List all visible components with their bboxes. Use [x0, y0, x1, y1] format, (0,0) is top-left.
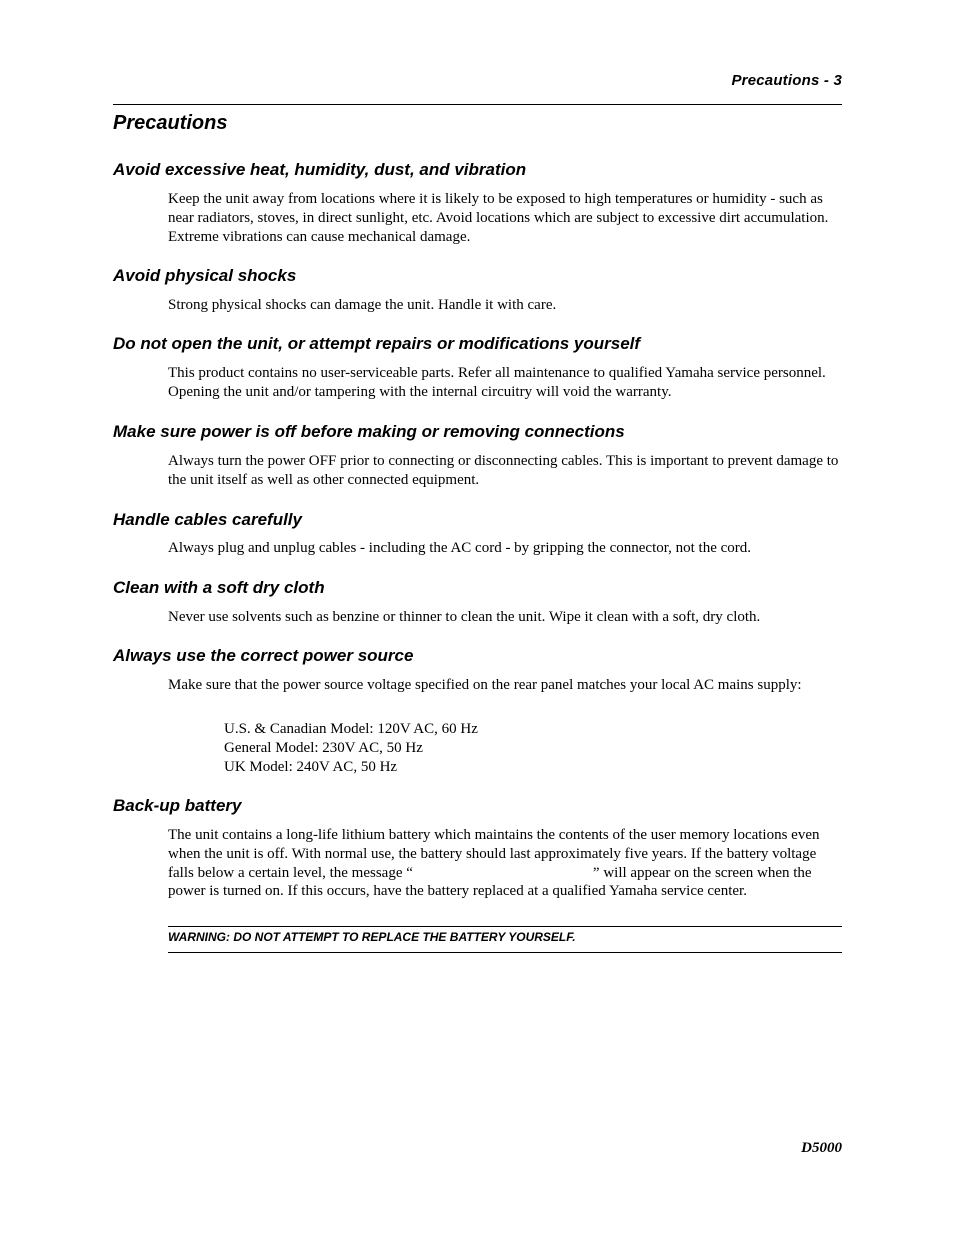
- section-heading-power-off: Make sure power is off before making or removing connections: [113, 422, 625, 441]
- section-text-power-off: Always turn the power OFF prior to connecting or disconnecting cables. This is important to prevent damage to the unit itself as well as other connected equipment.: [168, 453, 839, 488]
- page-header-label: Precautions - 3: [731, 72, 842, 89]
- section-text-cables: Always plug and unplug cables - including the AC cord - by gripping the connector, not the cord.: [168, 540, 752, 556]
- section-heading-repairs: Do not open the unit, or attempt repairs or modifications yourself: [113, 334, 641, 353]
- section-text-power-source: Make sure that the power source voltage specified on the rear panel matches your local AC mains supply:: [168, 677, 802, 693]
- section-heading-shocks: Avoid physical shocks: [113, 266, 297, 285]
- section-text-cleaning: Never use solvents such as benzine or thinner to clean the unit. Wipe it clean with a soft, dry cloth.: [168, 609, 761, 625]
- power-spec-item: UK Model: 240V AC, 50 Hz: [224, 758, 398, 775]
- footer-model: D5000: [801, 1140, 842, 1156]
- power-spec-item: U.S. & Canadian Model: 120V AC, 60 Hz: [224, 721, 478, 737]
- battery-text-after: ” will appear on the screen when the power is turned on. If this occurs, have the battery replaced at a qualified Yamaha service center.: [168, 864, 812, 900]
- section-heading-battery: Back-up battery: [113, 796, 242, 815]
- section-heading-heat: Avoid excessive heat, humidity, dust, and vibration: [113, 160, 527, 179]
- power-spec-list: [224, 720, 478, 776]
- warning-bottom-rule: [168, 952, 842, 953]
- header-divider: [113, 104, 842, 105]
- section-text-battery: [168, 826, 844, 901]
- warning-top-rule: [168, 926, 842, 927]
- section-heading-cables: Handle cables carefully: [113, 510, 302, 529]
- page-title: Precautions: [113, 112, 228, 134]
- power-spec-item: General Model: 230V AC, 50 Hz: [224, 739, 423, 756]
- section-text-repairs: This product contains no user-serviceable parts. Refer all maintenance to qualified Yamaha service personnel. Opening the unit and/or tampering with the internal circuitry will void the warranty.: [168, 365, 826, 400]
- section-text-heat: Keep the unit away from locations where it is likely to be exposed to high temperatures or humidity - such as near radiators, stoves, in direct sunlight, etc. Avoid locations which are subject to excessive dirt accumulation. Extreme vibrations can cause mechanical damage.: [168, 191, 829, 245]
- section-heading-cleaning: Clean with a soft dry cloth: [113, 578, 325, 597]
- section-heading-power-source: Always use the correct power source: [113, 646, 414, 665]
- warning-text: WARNING: DO NOT ATTEMPT TO REPLACE THE BATTERY YOURSELF.: [168, 930, 576, 944]
- section-text-shocks: Strong physical shocks can damage the unit. Handle it with care.: [168, 297, 557, 313]
- battery-text-before: The unit contains a long-life lithium battery which maintains the contents of the user memory locations even when the unit is off. With normal use, the battery should last approximately five years. If the battery voltage falls below a certain level, the message “: [168, 827, 820, 881]
